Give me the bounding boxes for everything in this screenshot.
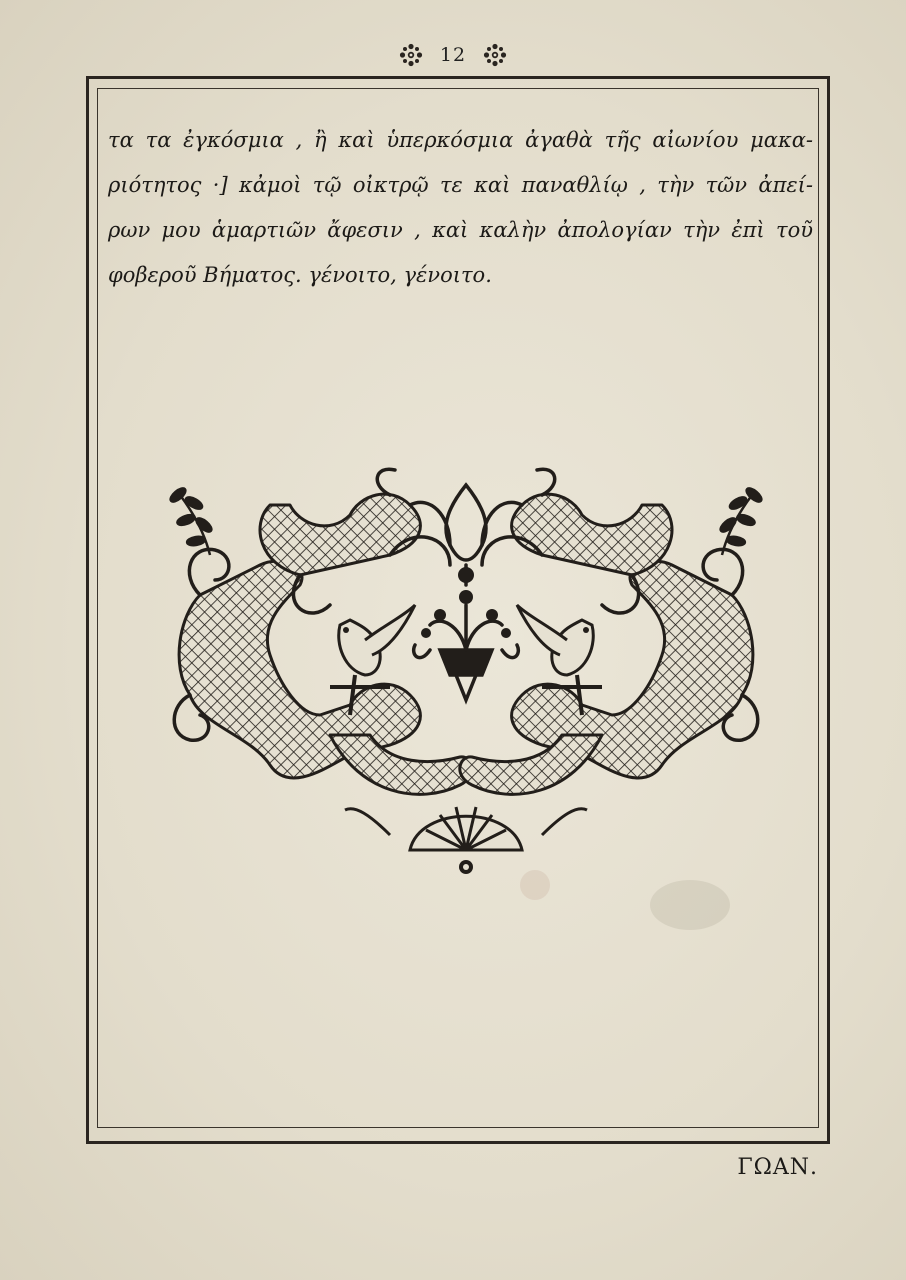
baroque-tailpiece-ornament <box>160 465 772 885</box>
body-text <box>108 118 813 298</box>
flower-ornament-icon <box>398 42 424 68</box>
text-line: τα τα ἐγκόσμια , ἢ καὶ ὑπερκόσμια ἀγαθὰ τῆς αἰωνίου μακα- <box>108 128 813 152</box>
flower-ornament-icon <box>482 42 508 68</box>
page-number: 12 <box>439 44 467 66</box>
text-line: φοβεροῦ Βήματος. γένοιτο, γένοιτο. <box>108 263 492 287</box>
text-line: ρων μου ἁμαρτιῶν ἄφεσιν , καὶ καλὴν ἀπολογίαν τὴν ἐπὶ τοῦ <box>108 218 813 242</box>
text-line: ριότητος ·] κἀμοὶ τῷ οἰκτρῷ τε καὶ παναθλίῳ , τὴν τῶν ἀπεί- <box>108 173 813 197</box>
catchword: ΓΩΑΝ. <box>737 1155 818 1180</box>
page-header <box>0 42 906 68</box>
